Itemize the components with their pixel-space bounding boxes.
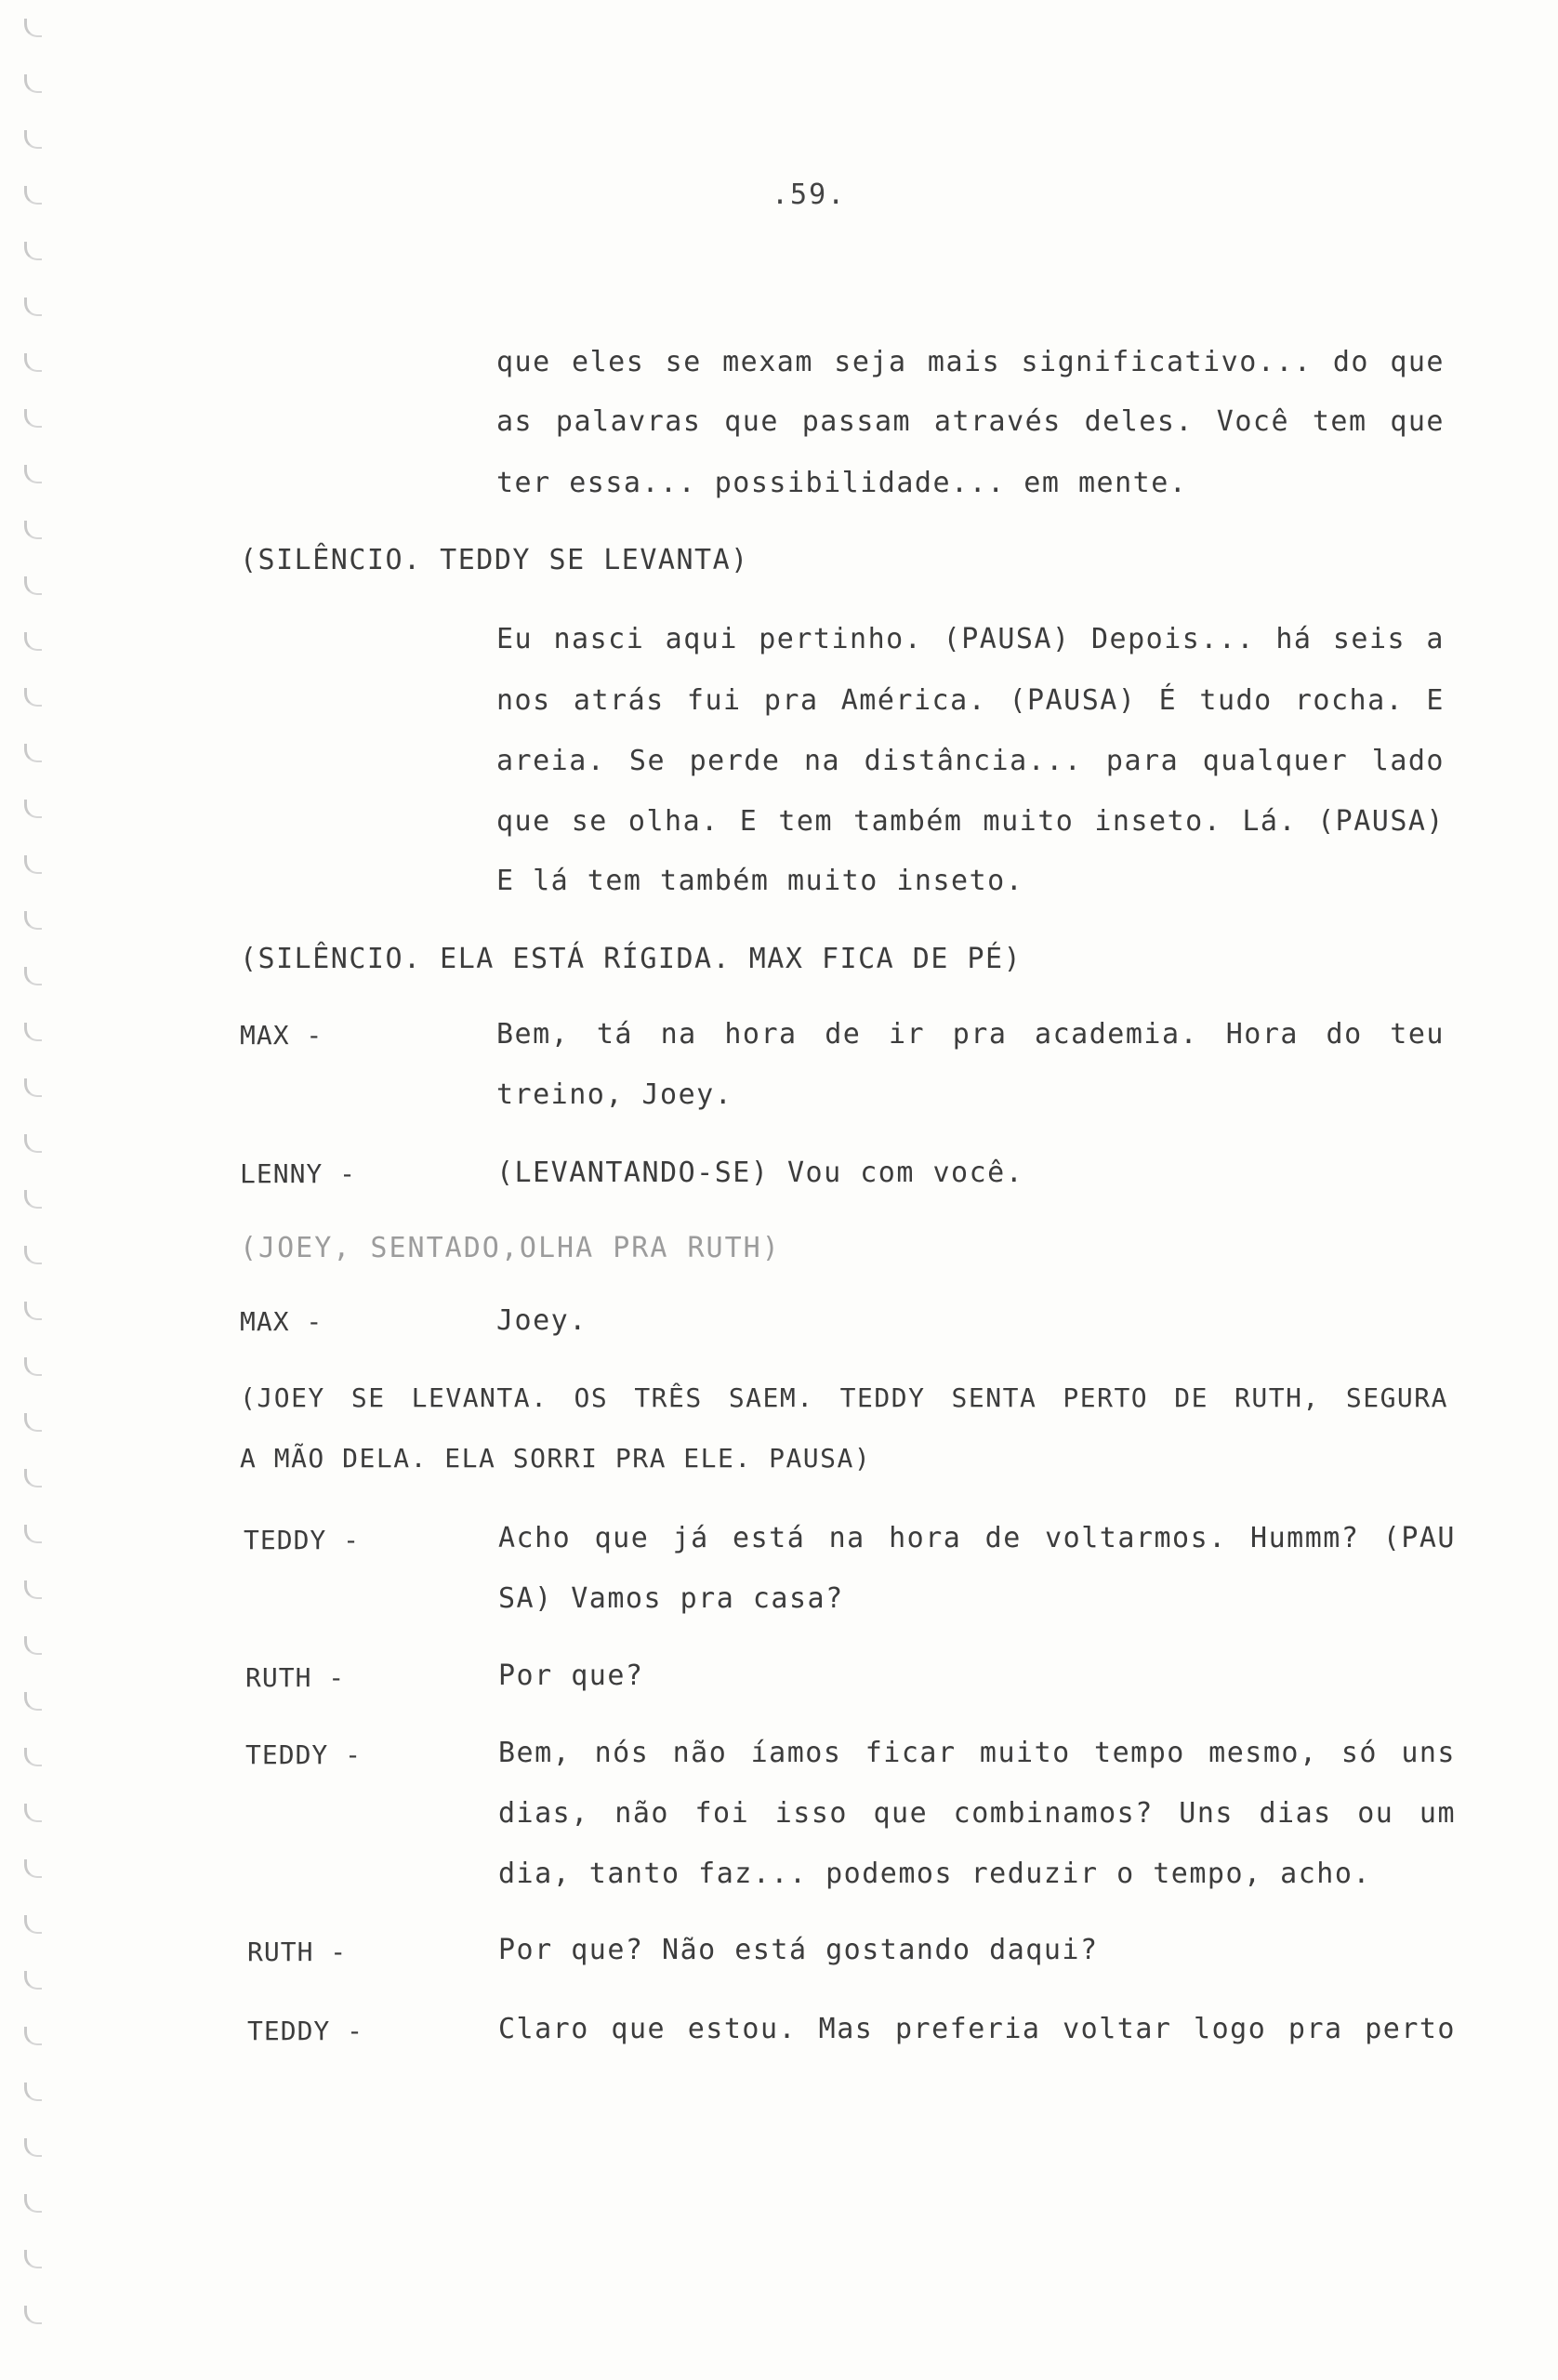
- speech-line: Por que? Não está gostando daqui?: [498, 1934, 1099, 1966]
- speaker-label: RUTH -: [247, 1937, 348, 1967]
- speaker-label: LENNY -: [240, 1158, 357, 1189]
- speech-line: E lá tem também muito inseto.: [496, 865, 1024, 897]
- speech-line: Bem, nós não íamos ficar muito tempo mesmo, só uns: [498, 1737, 1456, 1769]
- speech-line: nos atrás fui pra América. (PAUSA) É tudo rocha. E: [496, 684, 1445, 717]
- speaker-label: MAX -: [240, 1306, 323, 1337]
- speech-line: Por que?: [498, 1659, 644, 1692]
- speech-line: Joey.: [496, 1304, 588, 1337]
- stage-direction: (JOEY, SENTADO,OLHA PRA RUTH): [240, 1232, 781, 1264]
- speech-line: dias, não foi isso que combinamos? Uns dias ou um: [498, 1797, 1456, 1830]
- speech-line: Claro que estou. Mas preferia voltar logo pra perto: [498, 2013, 1456, 2045]
- speech-line: dia, tanto faz... podemos reduzir o tempo, acho.: [498, 1858, 1371, 1890]
- speaker-label: TEDDY -: [244, 1525, 361, 1555]
- stage-direction: A MÃO DELA. ELA SORRI PRA ELE. PAUSA): [240, 1443, 872, 1474]
- speech-line: que se olha. E tem também muito inseto. Lá. (PAUSA): [496, 805, 1445, 838]
- binding-holes: [17, 19, 54, 2361]
- speaker-label: TEDDY -: [245, 1739, 363, 1770]
- speech-line: areia. Se perde na distância... para qualquer lado: [496, 745, 1445, 777]
- speech-line: as palavras que passam através deles. Você tem que: [496, 405, 1445, 438]
- speech-line: Eu nasci aqui pertinho. (PAUSA) Depois... há seis a: [496, 623, 1445, 655]
- speech-line: treino, Joey.: [496, 1078, 733, 1111]
- speech-line: (LEVANTANDO-SE) Vou com você.: [496, 1157, 1024, 1189]
- stage-direction: (SILÊNCIO. ELA ESTÁ RÍGIDA. MAX FICA DE PÉ): [240, 943, 1023, 975]
- stage-direction: (SILÊNCIO. TEDDY SE LEVANTA): [240, 544, 749, 576]
- speech-line: que eles se mexam seja mais significativo... do que: [496, 346, 1445, 378]
- page-number: .59.: [772, 178, 847, 211]
- stage-direction: (JOEY SE LEVANTA. OS TRÊS SAEM. TEDDY SENTA PERTO DE RUTH, SEGURA: [240, 1382, 1448, 1413]
- speech-line: SA) Vamos pra casa?: [498, 1582, 844, 1615]
- speech-line: Bem, tá na hora de ir pra academia. Hora do teu: [496, 1018, 1445, 1051]
- speech-line: ter essa... possibilidade... em mente.: [496, 467, 1188, 499]
- speaker-label: RUTH -: [245, 1662, 346, 1693]
- speaker-label: MAX -: [240, 1020, 323, 1051]
- speech-line: Acho que já está na hora de voltarmos. Hummm? (PAU: [498, 1522, 1456, 1554]
- speaker-label: TEDDY -: [247, 2016, 364, 2046]
